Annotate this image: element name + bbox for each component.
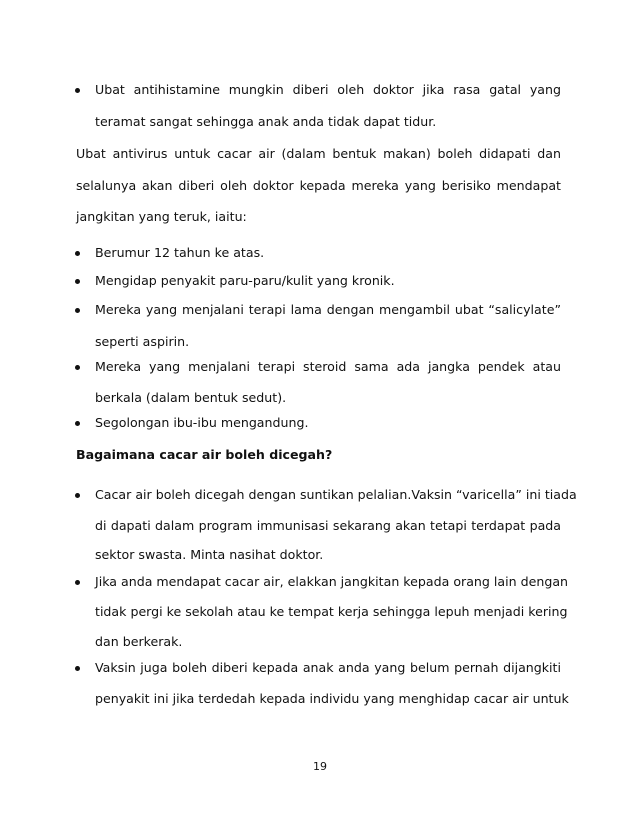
list-item: berkala (dalam bentuk sedut). <box>95 390 287 405</box>
list-item: Mereka yang menjalani terapi lama dengan mengambil ubat “salicylate” <box>95 302 561 317</box>
list-item: Berumur 12 tahun ke atas. <box>95 245 265 260</box>
bullet-marker <box>75 251 80 256</box>
bullet-marker <box>75 580 80 585</box>
list-item: dan berkerak. <box>95 634 183 649</box>
list-item: sektor swasta. Minta nasihat doktor. <box>95 547 324 562</box>
bullet-marker <box>75 308 80 313</box>
list-item: Segolongan ibu-ibu mengandung. <box>95 415 309 430</box>
body-line: jangkitan yang teruk, iaitu: <box>76 209 247 224</box>
list-item: di dapati dalam program immunisasi sekarang akan tetapi terdapat pada <box>95 518 561 533</box>
bullet-marker <box>75 666 80 671</box>
list-item: penyakit ini jika terdedah kepada individu yang menghidap cacar air untuk <box>95 691 569 706</box>
list-item: Vaksin juga boleh diberi kepada anak anda yang belum pernah dijangkiti <box>95 660 561 675</box>
bullet-marker <box>75 365 80 370</box>
list-item: Cacar air boleh dicegah dengan suntikan pelalian.Vaksin “varicella” ini tiada <box>95 487 577 502</box>
list-item: Mereka yang menjalani terapi steroid sama ada jangka pendek atau <box>95 359 561 374</box>
bullet-marker <box>75 88 80 93</box>
list-item: seperti aspirin. <box>95 334 190 349</box>
page-number: 19 <box>313 760 327 773</box>
list-item: Jika anda mendapat cacar air, elakkan jangkitan kepada orang lain dengan <box>95 574 569 589</box>
section-heading: Bagaimana cacar air boleh dicegah? <box>76 447 333 462</box>
body-line: Ubat antihistamine mungkin diberi oleh doktor jika rasa gatal yang <box>95 82 561 97</box>
body-line: teramat sangat sehingga anak anda tidak dapat tidur. <box>95 114 437 129</box>
list-item: tidak pergi ke sekolah atau ke tempat kerja sehingga lepuh menjadi kering <box>95 604 568 619</box>
bullet-marker <box>75 279 80 284</box>
list-item: Mengidap penyakit paru-paru/kulit yang kronik. <box>95 273 395 288</box>
bullet-marker <box>75 421 80 426</box>
bullet-marker <box>75 493 80 498</box>
body-line: selalunya akan diberi oleh doktor kepada mereka yang berisiko mendapat <box>76 178 561 193</box>
body-line: Ubat antivirus untuk cacar air (dalam bentuk makan) boleh didapati dan <box>76 146 561 161</box>
